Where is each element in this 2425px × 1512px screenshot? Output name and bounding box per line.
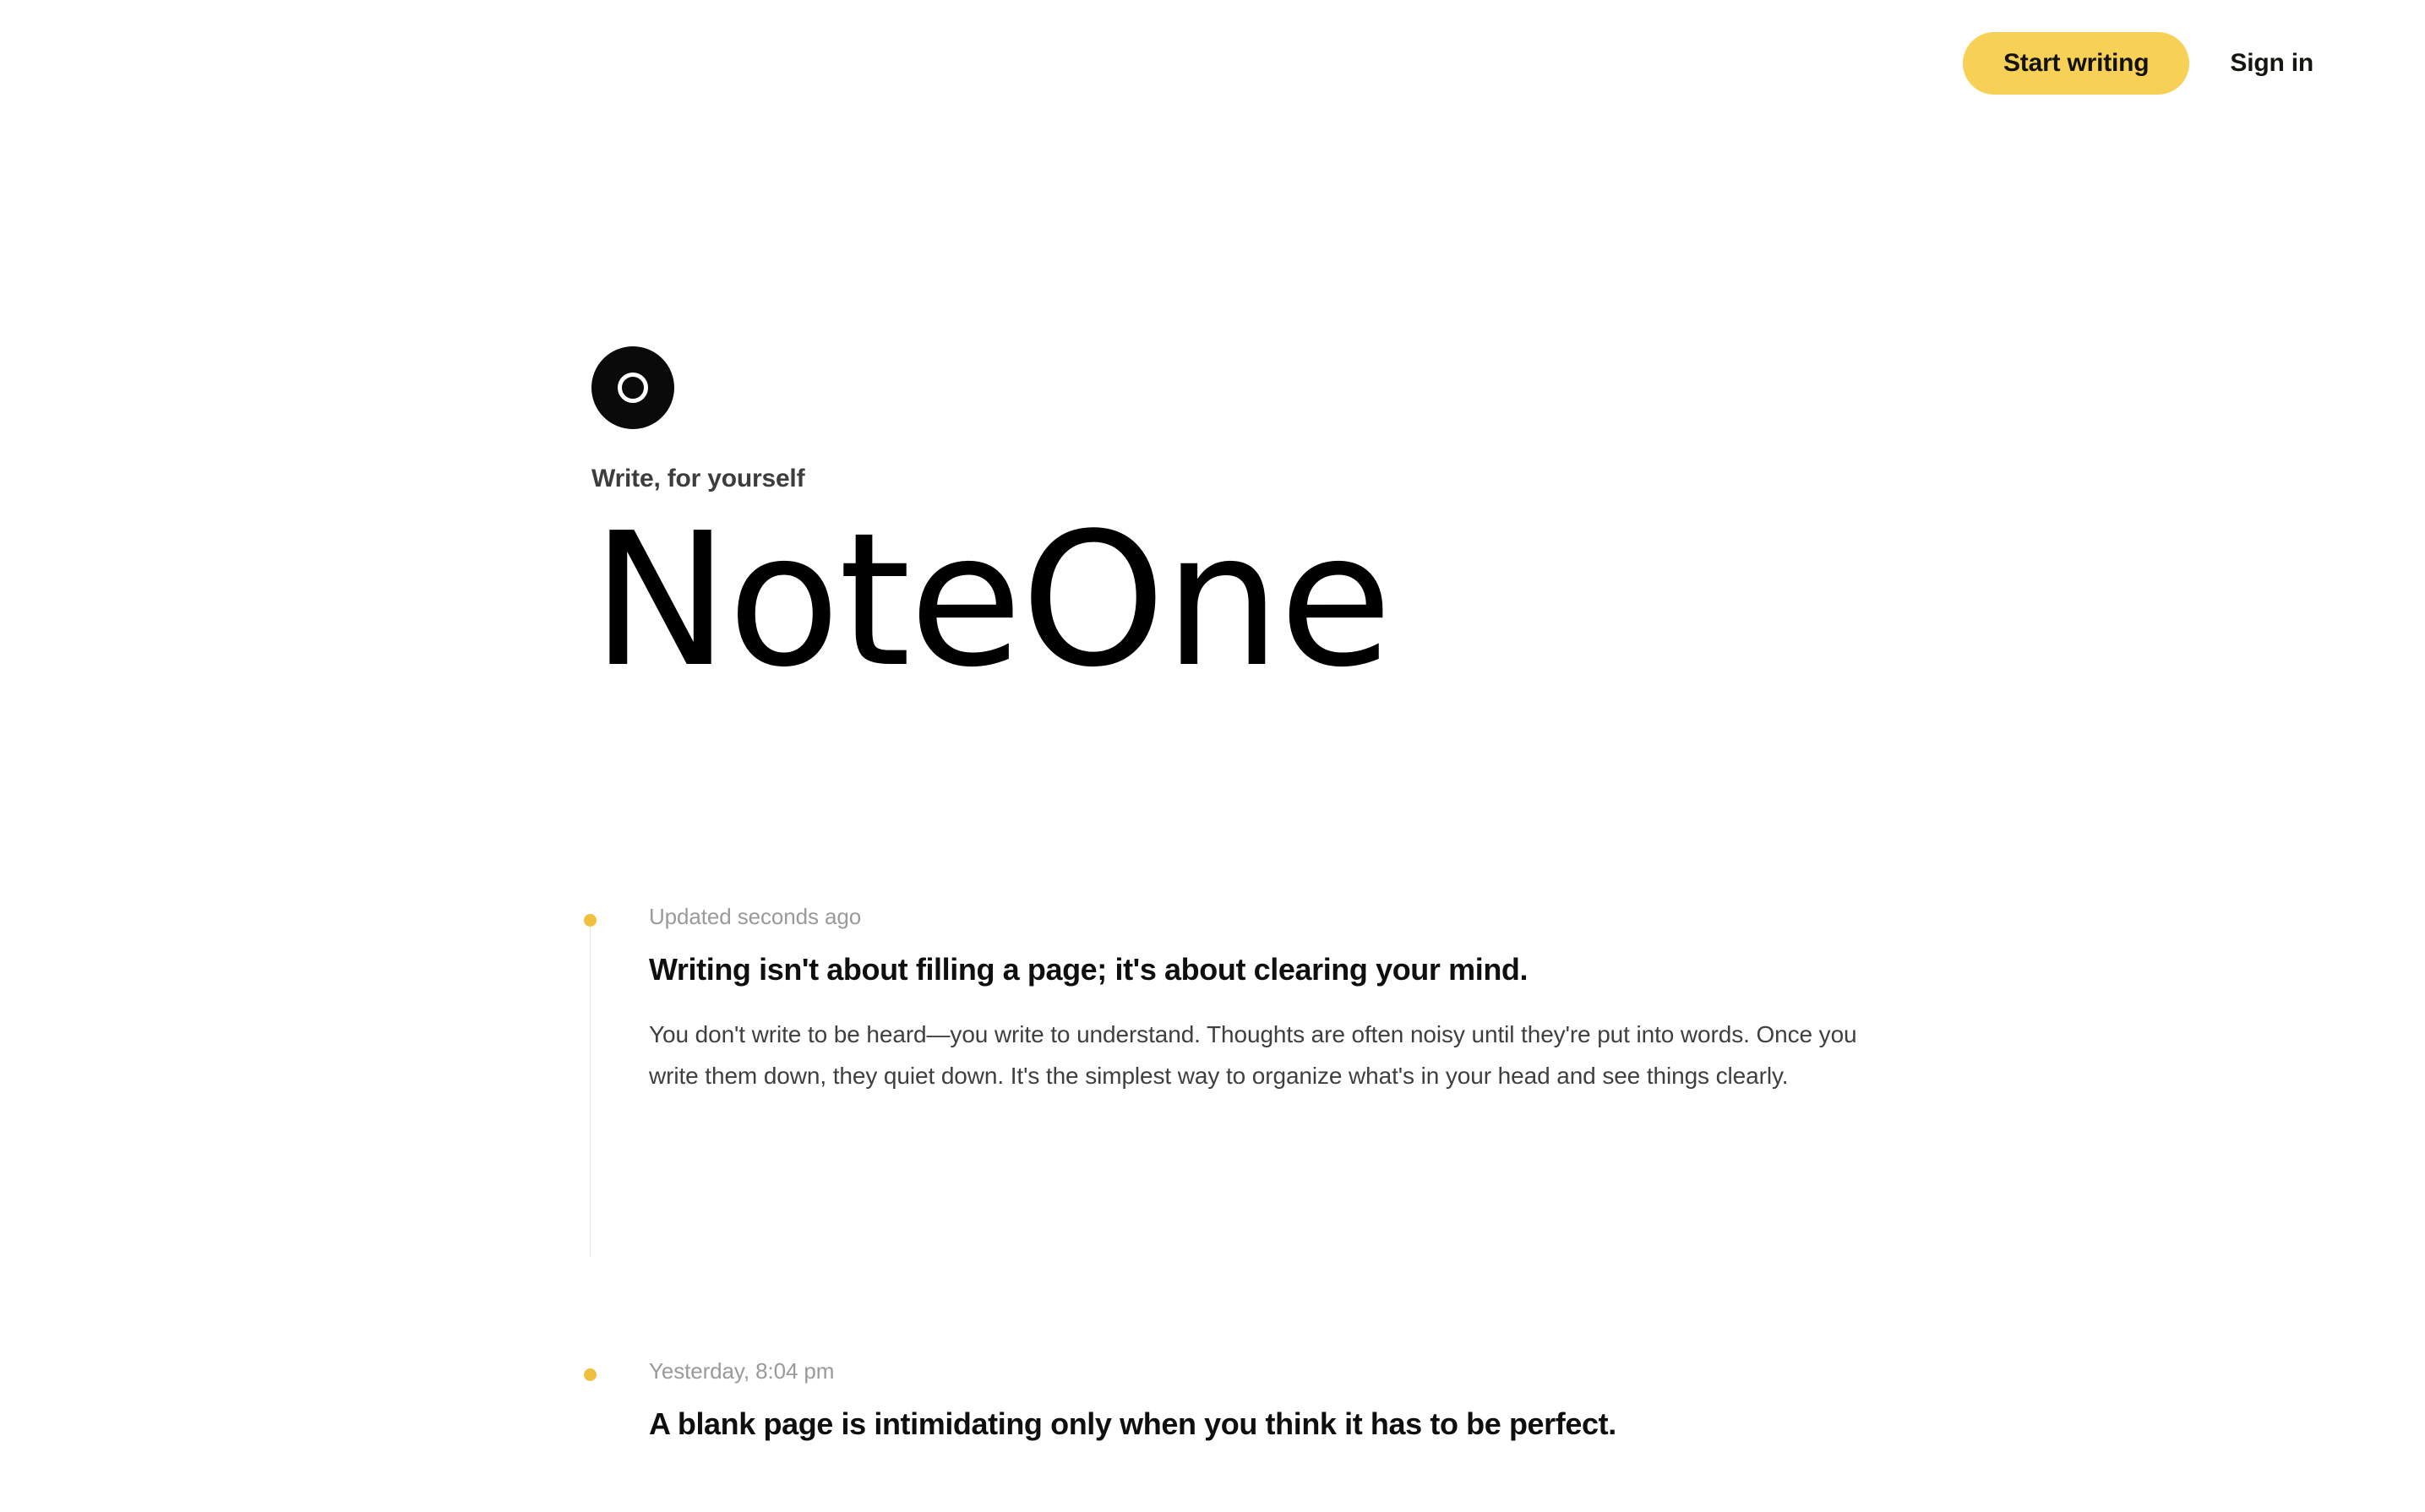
circle-ring-icon (591, 346, 674, 429)
timeline-dot-icon (584, 914, 597, 927)
list-item[interactable] (590, 904, 2111, 1257)
hero-tagline: Write, for yourself (591, 465, 805, 492)
sign-in-link[interactable]: Sign in (2230, 49, 2313, 77)
hero-section (591, 346, 1391, 708)
list-item[interactable] (590, 1358, 2111, 1495)
ring-inner-shape (618, 373, 648, 403)
note-title: A blank page is intimidating only when you think it has to be perfect. (649, 1406, 1616, 1442)
timeline-dot-icon (584, 1368, 597, 1381)
notes-feed (590, 904, 2111, 1495)
note-body: You don't write to be heard—you write to understand. Thoughts are often noisy until they're put into words. Once you write them down, they quiet down. It's the simplest way to organize what's in your head and see things clearly. (649, 1020, 1857, 1089)
page-title: NoteOne (591, 494, 1391, 708)
note-spacer (649, 1096, 2111, 1206)
top-navigation-bar (0, 0, 2425, 127)
timeline-rail (590, 919, 591, 1257)
note-title: Writing isn't about filling a page; it's about clearing your mind. (649, 952, 1529, 987)
note-timestamp: Yesterday, 8:04 pm (649, 1357, 835, 1384)
note-timestamp: Updated seconds ago (649, 904, 862, 929)
start-writing-button[interactable]: Start writing (1963, 32, 2189, 95)
